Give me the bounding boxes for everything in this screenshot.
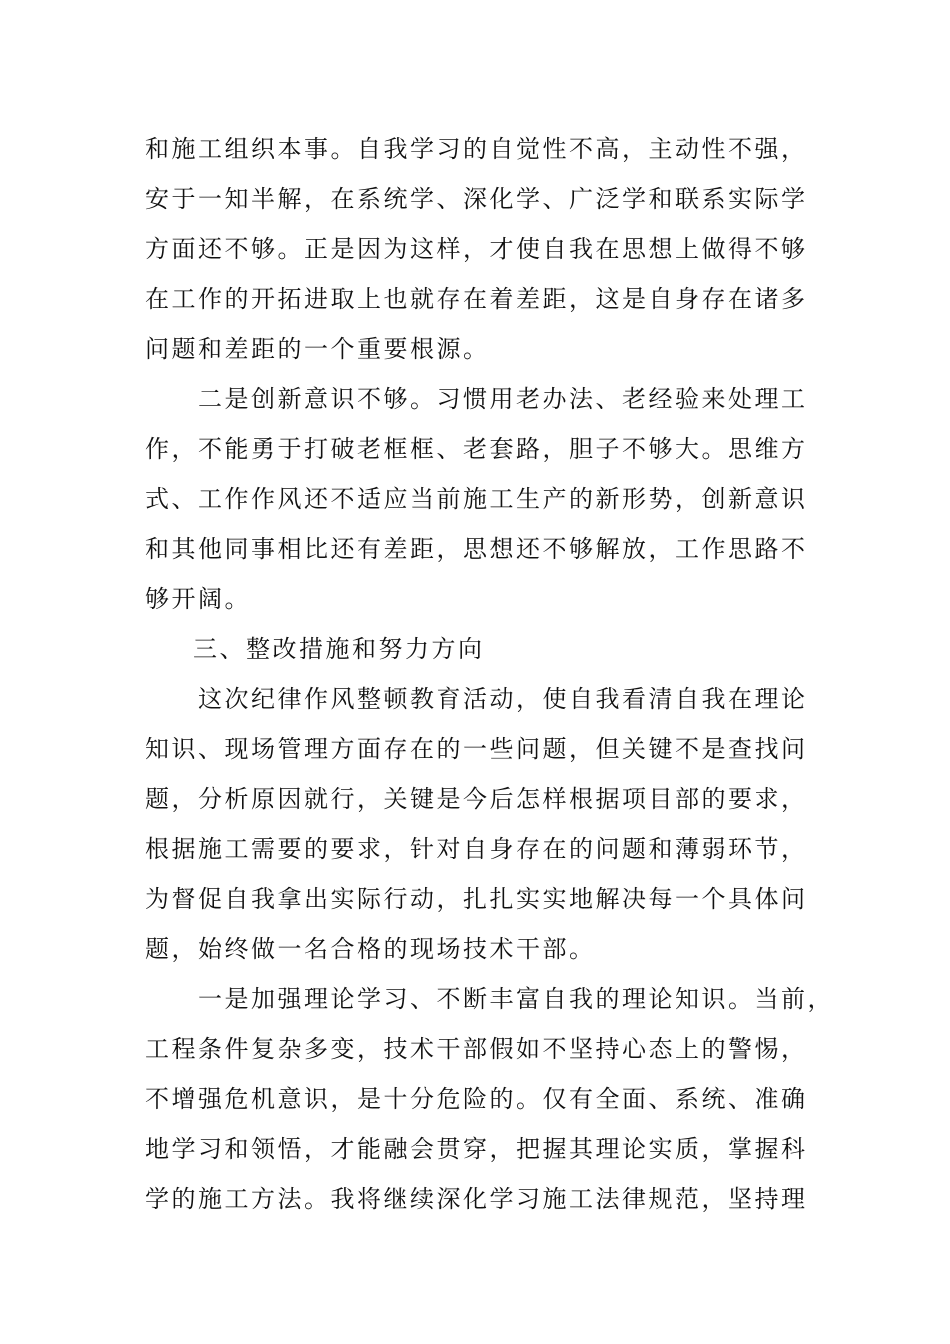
text-line-content: 式、工作作风还不适应当前施工生产的新形势，创新意识	[145, 485, 808, 513]
text-line	[0, 1134, 950, 1164]
section-heading-text: 三、整改措施和努力方向	[193, 635, 485, 663]
paragraph-first-line	[0, 384, 950, 414]
paragraph-first-line	[0, 684, 950, 714]
text-line	[0, 884, 950, 914]
text-line	[0, 734, 950, 764]
text-line	[0, 234, 950, 264]
text-line	[0, 784, 950, 814]
text-line-content: 这次纪律作风整顿教育活动，使自我看清自我在理论	[198, 685, 808, 713]
text-line-content: 安于一知半解，在系统学、深化学、广泛学和联系实际学	[145, 185, 808, 213]
text-line	[0, 584, 950, 614]
text-line	[0, 1084, 950, 1114]
text-line	[0, 334, 950, 364]
paragraph-first-line	[0, 984, 950, 1014]
text-line-content: 方面还不够。正是因为这样，才使自我在思想上做得不够	[145, 235, 808, 263]
text-line-content: 题，始终做一名合格的现场技术干部。	[145, 935, 596, 963]
text-line	[0, 134, 950, 164]
text-line-content: 不增强危机意识，是十分危险的。仅有全面、系统、准确	[145, 1085, 808, 1113]
text-line	[0, 434, 950, 464]
text-line-content: 问题和差距的一个重要根源。	[145, 335, 490, 363]
text-line-content: 一是加强理论学习、不断丰富自我的理论知识。当前，	[198, 985, 834, 1013]
text-line-content: 学的施工方法。我将继续深化学习施工法律规范，坚持理	[145, 1185, 808, 1213]
text-line-content: 在工作的开拓进取上也就存在着差距，这是自身存在诸多	[145, 285, 808, 313]
text-line-content: 和其他同事相比还有差距，思想还不够解放，工作思路不	[145, 535, 808, 563]
section-heading	[0, 634, 950, 664]
text-line	[0, 284, 950, 314]
text-line	[0, 484, 950, 514]
text-line-content: 作，不能勇于打破老框框、老套路，胆子不够大。思维方	[145, 435, 808, 463]
text-line	[0, 1034, 950, 1064]
text-line-content: 工程条件复杂多变，技术干部假如不坚持心态上的警惕，	[145, 1035, 808, 1063]
text-line-content: 题，分析原因就行，关键是今后怎样根据项目部的要求，	[145, 785, 808, 813]
text-line-content: 为督促自我拿出实际行动，扎扎实实地解决每一个具体问	[145, 885, 808, 913]
text-line-content: 和施工组织本事。自我学习的自觉性不高，主动性不强，	[145, 135, 808, 163]
text-line	[0, 534, 950, 564]
text-line-content: 地学习和领悟，才能融会贯穿，把握其理论实质，掌握科	[145, 1135, 808, 1163]
text-line-content: 够开阔。	[145, 585, 251, 613]
text-line-content: 根据施工需要的要求，针对自身存在的问题和薄弱环节，	[145, 835, 808, 863]
text-line	[0, 1184, 950, 1214]
text-line-content: 知识、现场管理方面存在的一些问题，但关键不是查找问	[145, 735, 808, 763]
text-line	[0, 184, 950, 214]
text-line	[0, 934, 950, 964]
text-line	[0, 834, 950, 864]
text-line-content: 二是创新意识不够。习惯用老办法、老经验来处理工	[198, 385, 808, 413]
